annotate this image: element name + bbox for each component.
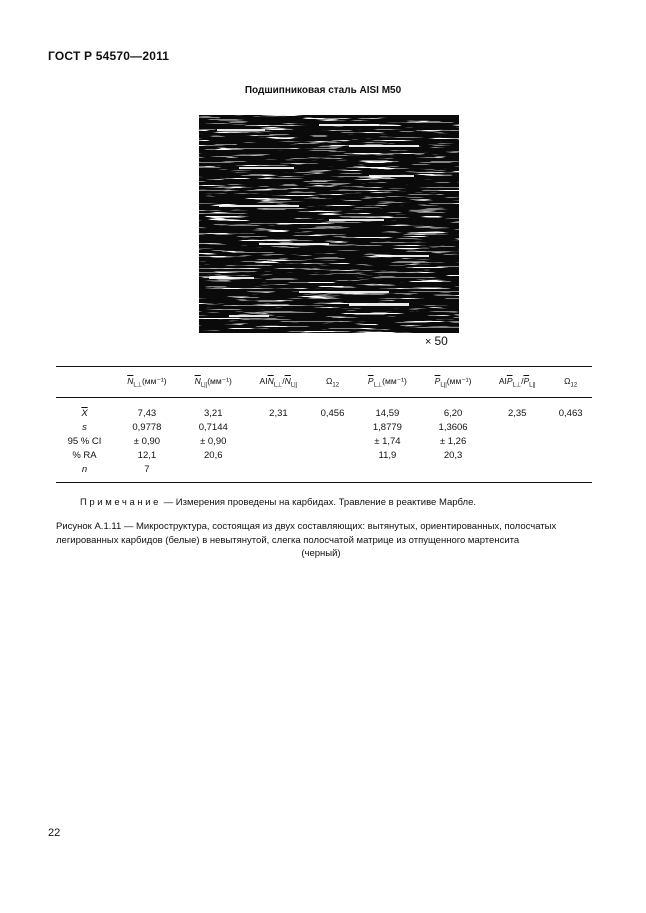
table-cell: [246, 462, 311, 483]
row-label: s: [82, 421, 87, 433]
table-cell: 11,9: [378, 449, 397, 461]
magnification-label: × 50: [425, 334, 448, 348]
figure-title: Подшипниковая сталь AISI M50: [244, 85, 402, 96]
table-cell: 0,7144: [198, 421, 228, 433]
row-label: % RA: [72, 449, 97, 461]
table-cell: [311, 420, 354, 434]
table-row: [56, 434, 592, 448]
table-cell: 1,8779: [372, 421, 402, 433]
caption-line-1: Рисунок А.1.11 — Микроструктура, состоящая из двух составляющих: вытянутых, ориентированных, полосчатых: [56, 521, 557, 532]
table-header-PL-par: $\overline{P}_{L||}(мм^{-1})$: [421, 367, 485, 398]
table-row: [56, 398, 592, 421]
table-cell: 2,35: [507, 407, 527, 419]
table-cell: [311, 448, 354, 462]
table-cell: [181, 462, 246, 483]
table-cell: 0,463: [558, 407, 583, 419]
table-row: [56, 462, 592, 483]
measurement-table: [56, 366, 592, 483]
table-cell: 12,1: [137, 449, 157, 461]
table-cell: 14,59: [375, 407, 400, 419]
table-cell: 1,3606: [438, 421, 468, 433]
table-cell: 7: [144, 463, 150, 475]
caption-line-2: легированных карбидов (белые) в невытянутой, слегка полосчатой матрице из отпущенного мартенсита: [56, 534, 520, 546]
note-label: Примечание: [80, 497, 161, 508]
table-cell: 2,31: [269, 407, 288, 419]
table-cell: [246, 434, 311, 448]
table-cell: 6,20: [443, 407, 463, 419]
table-cell: ± 0,90: [133, 435, 161, 447]
table-cell: [421, 462, 485, 483]
table-cell: [485, 448, 549, 462]
table-cell: [246, 448, 311, 462]
table-cell: [485, 434, 549, 448]
table-note: [80, 497, 476, 508]
table-cell: [246, 420, 311, 434]
micrograph-image: [199, 115, 459, 333]
table-row: [56, 420, 592, 434]
table-header-empty: [56, 367, 113, 398]
table-cell: [354, 462, 421, 483]
table-header-NL-perp: $\overline{N}_{L\perp}(мм^{-1})$: [113, 367, 181, 398]
table-cell: [549, 462, 592, 483]
table-cell: [485, 462, 549, 483]
table-cell: [311, 462, 354, 483]
table-cell: ± 0,90: [200, 435, 227, 447]
row-label: 95 % CI: [67, 435, 102, 447]
table-cell: ± 1,74: [374, 435, 401, 447]
figure-caption: [56, 520, 586, 561]
row-label: n: [81, 463, 88, 475]
table-cell: [311, 434, 354, 448]
table-cell: [549, 434, 592, 448]
page-number: 22: [48, 827, 61, 839]
table-header-omega-1: $\Omega_{12}$: [311, 367, 354, 398]
table-cell: 20,6: [204, 449, 223, 461]
table-header-omega-2: $\Omega_{12}$: [549, 367, 592, 398]
table-row: [56, 448, 592, 462]
table-cell: 7,43: [137, 407, 157, 419]
table-cell: ± 1,26: [439, 435, 467, 447]
table-header-AI-P: $AI\overline{P}_{L\perp}/\overline{P}_{L||}$: [485, 367, 549, 398]
table-header-AI-N: $AI\overline{N}_{L\perp}/\overline{N}_{L||}$: [246, 367, 311, 398]
row-label: $\overline{X}$: [81, 407, 88, 419]
table-header-row: [56, 367, 592, 398]
table-cell: 3,21: [204, 407, 223, 419]
table-header-NL-par: $\overline{N}_{L||}(мм^{-1})$: [181, 367, 246, 398]
table-cell: 0,456: [320, 407, 345, 419]
table-cell: 0,9778: [132, 421, 162, 433]
note-text: — Измерения проведены на карбидах. Травление в реактиве Марбле.: [161, 497, 477, 508]
table-cell: 20,3: [443, 449, 463, 461]
caption-line-3: (черный): [301, 548, 341, 559]
table-header-PL-perp: $\overline{P}_{L\perp}(мм^{-1})$: [354, 367, 421, 398]
table-cell: [485, 420, 549, 434]
table-cell: [549, 420, 592, 434]
document-code: ГОСТ Р 54570—2011: [48, 49, 170, 63]
table-cell: [549, 448, 592, 462]
